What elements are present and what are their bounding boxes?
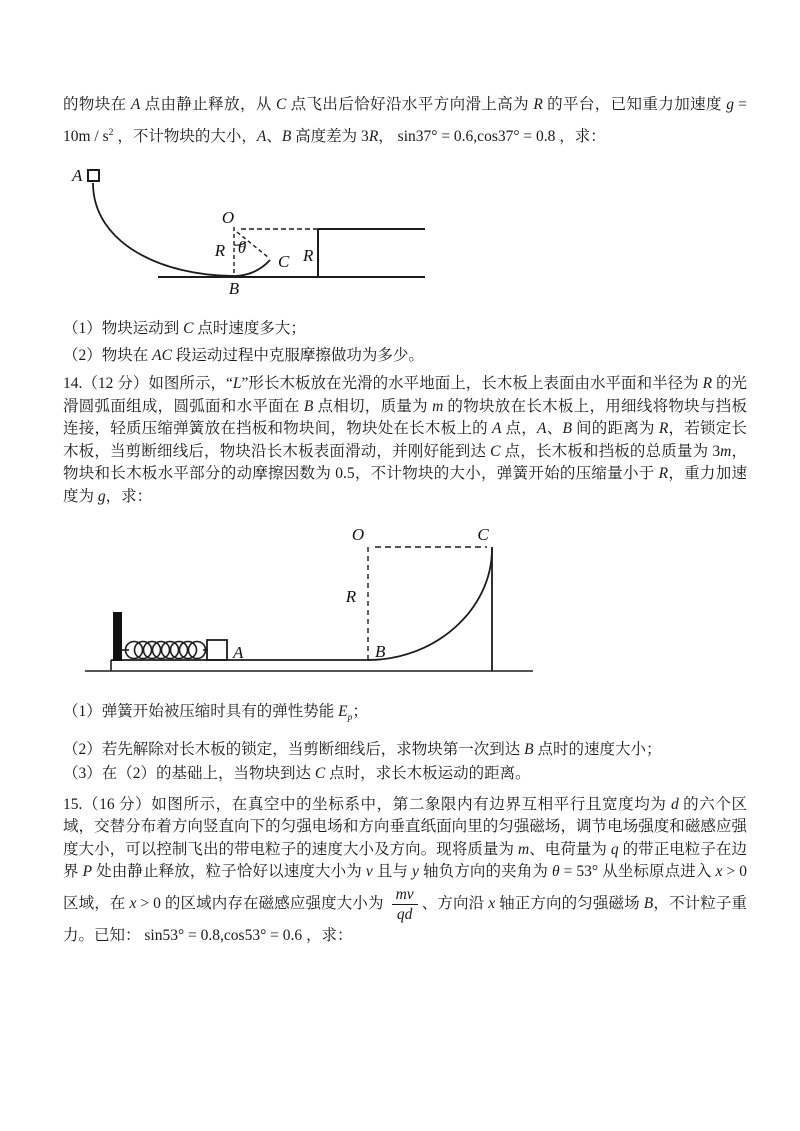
fig1-label-C: C <box>278 252 290 271</box>
fig1-arc-BC <box>234 260 270 276</box>
fig2-spring <box>122 641 208 658</box>
fig2-label-C: C <box>477 524 489 544</box>
fig1-label-R-platform: R <box>303 246 314 265</box>
fig2-label-R: R <box>345 586 357 606</box>
fig2-label-A: A <box>233 642 244 662</box>
fig2-arc-BC <box>368 549 492 660</box>
fig2-label-B: B <box>375 641 386 661</box>
fig2-baffle <box>113 612 122 661</box>
fig2-label-O: O <box>351 524 365 544</box>
question-14-2: （2）若先解除对长木板的锁定，当剪断细线后，求物块第一次到达 B 点时的速度大小； <box>63 740 662 758</box>
problem-13-questions <box>63 315 747 369</box>
figure-1 <box>63 159 747 311</box>
question-14-1: （1）弹簧开始被压缩时具有的弹性势能 $E_p$； <box>63 702 368 723</box>
figure-1-drawing <box>63 159 443 311</box>
problem-15-text: 15.（16 分）如图所示，在真空中的坐标系中，第二象限内有边界互相平行且宽度均为 d 的六个区域，交替分布着方向竖直向下的匀强电场和方向垂直纸面向里的匀强磁场，调节电场强度和磁感应强度大小，可以控制飞出的带电粒子的速度大小及方向。现将质量为 m、电荷量为 q 的带正电粒子在边界 P 处由静止释放，粒子恰好以速度大小为 v 且与 y 轴负方向的夹角为 θ = 53° 从坐标原点进入 x > 0 区域，在 x > 0 的区域内存在磁感应强度大小为 $\frac{mv}{qd}$ 、方向沿 x 轴正方向的匀强磁场 B，不计粒子重力。已知： sin53° = 0.8,cos53° = 0.6 ，求： <box>63 795 747 945</box>
problem-14-text: 14.（12 分）如图所示，“L”形长木板放在光滑的水平地面上，长木板上表面由水平面和半径为 R 的光滑圆弧面组成，圆弧面和水平面在 B 点相切，质量为 m 的物块放在长木板上，用细线将物块与挡板连接，轻质压缩弹簧放在挡板和物块间，物块处在长木板上的 A 点，A、B 间的距离为 R，若锁定长木板，当剪断细线后，物块沿长木板表面滑动，并刚好能到达 C 点，长木板和挡板的总质量为 3m，物块和长木板水平部分的动摩擦因数为 0.5，不计物块的大小，弹簧开始的压缩量小于 R，重力加速度为 g，求： <box>63 375 747 505</box>
fig1-label-B: B <box>228 279 240 298</box>
fig1-label-O: O <box>221 208 235 227</box>
fig1-slide-curve <box>93 183 234 276</box>
figure-2 <box>75 517 747 682</box>
fig1-label-A: A <box>72 166 83 185</box>
figure-2-drawing <box>75 517 545 682</box>
question-13-2: （2）物块在 AC 段运动过程中克服摩擦做功为多少。 <box>63 347 424 364</box>
question-14-3: （3）在（2）的基础上，当物块到达 C 点时，求长木板运动的距离。 <box>63 764 531 782</box>
fig1-label-R-left: R <box>214 241 226 260</box>
fig2-block <box>207 640 227 660</box>
fig1-label-theta: θ <box>237 238 247 257</box>
fig1-block-at-A <box>88 170 99 181</box>
question-13-1: （1）物块运动到 C 点时速度多大； <box>63 320 306 337</box>
problem-13-text: 的物块在 A 点由静止释放，从 C 点飞出后恰好沿水平方向滑上高为 R 的平台，已知重力加速度 $g = 10m / s^2$ ，不计物块的大小，A、B 高度差为 3R， sin37° = 0.6,cos37° = 0.8 ，求： <box>63 96 747 145</box>
